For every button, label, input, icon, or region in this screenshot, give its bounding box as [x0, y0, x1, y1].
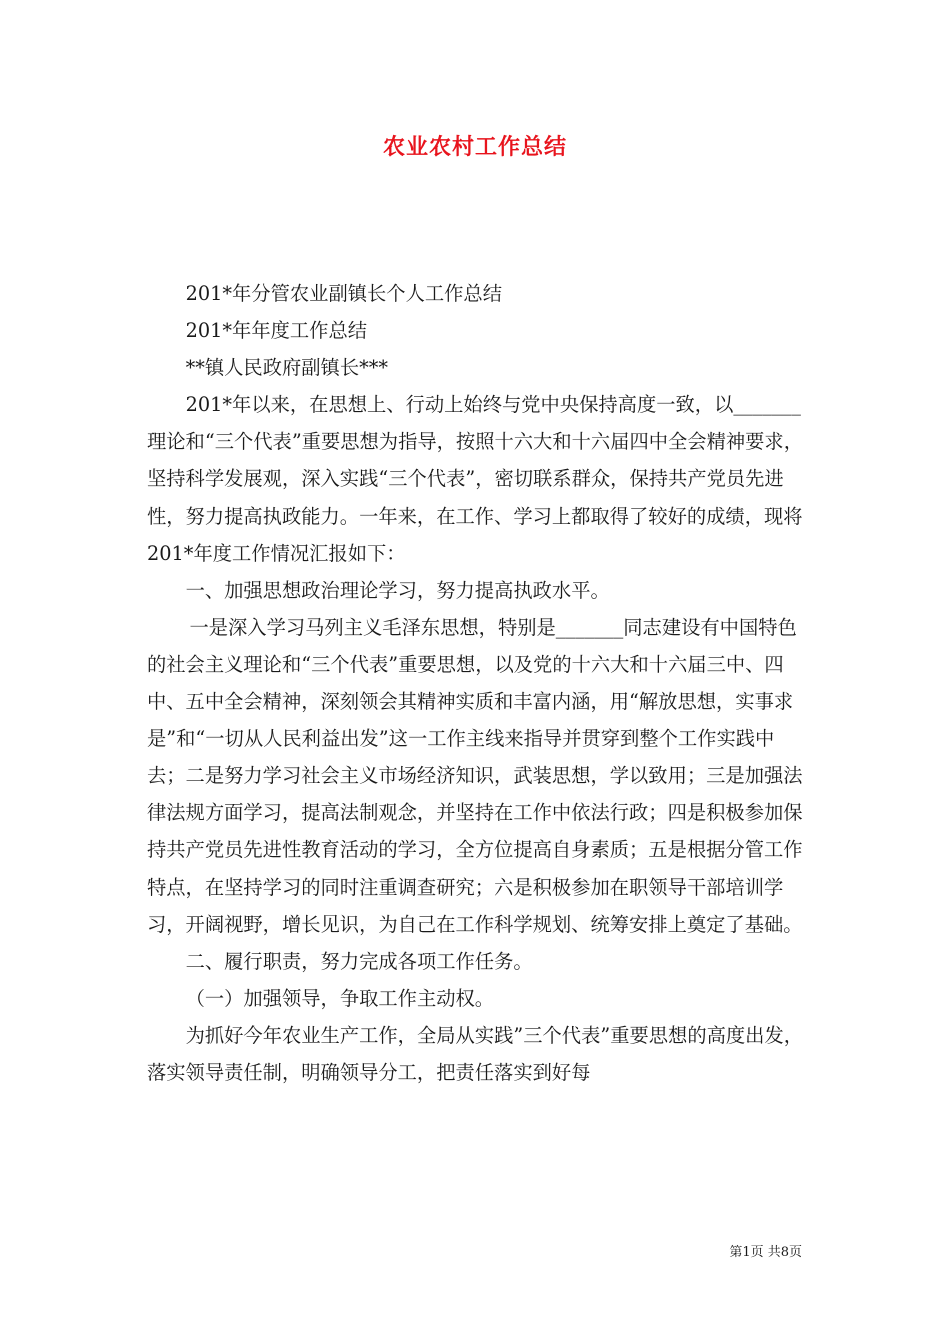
subtitle-line: 201*年年度工作总结 [185, 319, 368, 343]
body-paragraph: 为抓好今年农业生产工作，全局从实践”三个代表”重要思想的高度出发，落实领导责任制，明确领导分工，把责任落实到好每 [147, 1023, 804, 1084]
body-paragraph: 201*年以来，在思想上、行动上始终与党中央保持高度一致，以_______理论和“三个代表”重要思想为指导，按照十六大和十六届四中全会精神要求，坚持科学发展观，深入实践“三个代表”，密切联系群众，保持共产党员先进性，努力提高执政能力。一年来，在工作、学习上都取得了较好的成绩，现将201*年度工作情况汇报如下： [147, 393, 803, 565]
author-line: **镇人民政府副镇长*** [185, 356, 389, 380]
document-body [147, 275, 812, 1091]
subsection-heading: （一）加强领导，争取工作主动权。 [185, 986, 495, 1010]
section-heading: 一、加强思想政治理论学习，努力提高执政水平。 [185, 578, 610, 602]
document-title: 农业农村工作总结 [382, 135, 567, 160]
body-paragraph: 一是深入学习马列主义毛泽东思想，特别是_______同志建设有中国特色的社会主义理论和“三个代表”重要思想，以及党的十六大和十六届三中、四中、五中全会精神，深刻领会其精神实质和丰富内涵，用“解放思想，实事求是”和“一切从人民利益出发”这一工作主线来指导并贯穿到整个工作实践中去；二是努力学习社会主义市场经济知识，武装思想，学以致用；三是加强法律法规方面学习，提高法制观念，并坚持在工作中依法行政；四是积极参加保持共产党员先进性教育活动的学习，全方位提高自身素质；五是根据分管工作特点，在坚持学习的同时注重调查研究；六是积极参加在职领导干部培训学习，开阔视野，增长见识，为自己在工作科学规划、统筹安排上奠定了基础。 [147, 615, 803, 936]
section-heading: 二、履行职责，努力完成各项工作任务。 [185, 949, 533, 973]
page-number: 第1页 共8页 [729, 1245, 802, 1260]
subtitle-line: 201*年分管农业副镇长个人工作总结 [185, 282, 502, 305]
